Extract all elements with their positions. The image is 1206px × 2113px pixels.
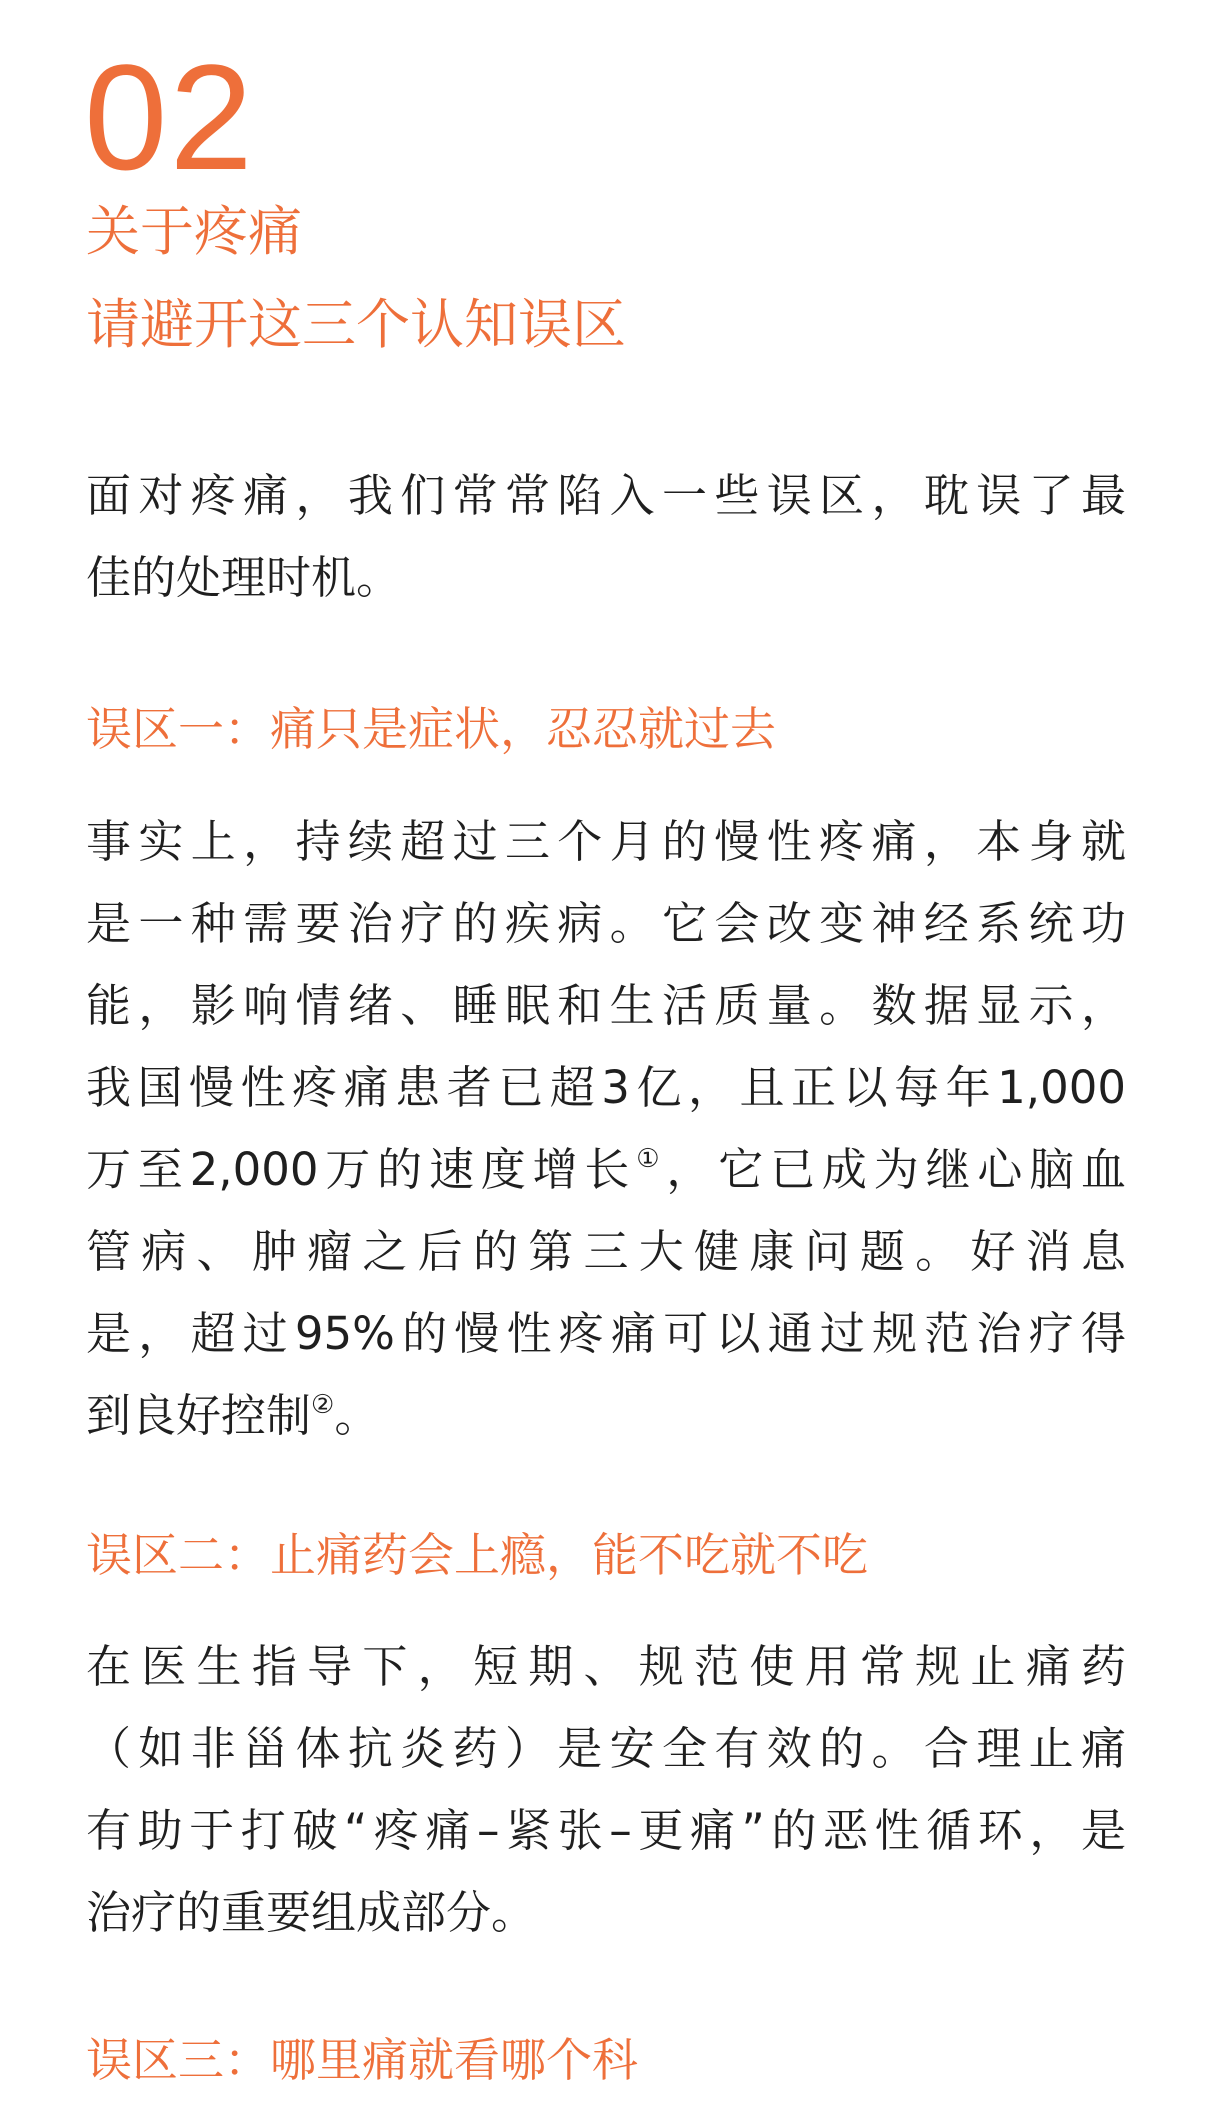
myth-1-heading: 误区一：痛只是症状，忍忍就过去 (86, 702, 776, 756)
myth-3-heading: 误区三：哪里痛就看哪个科 (86, 2033, 638, 2087)
myth-2-line: 有助于打破“疼痛–紧张–更痛”的恶性循环，是 (86, 1804, 1126, 1857)
intro-paragraph (86, 455, 1126, 619)
myth-1-line: 是一种需要治疗的疾病。它会改变神经系统功 (86, 897, 1126, 950)
myth-2-line: 治疗的重要组成部分。 (86, 1886, 537, 1939)
myth-1-line-with-footnote (86, 1129, 1126, 1211)
myth-2-line: （如非甾体抗炎药）是安全有效的。合理止痛 (86, 1722, 1126, 1775)
myth-1-line: 事实上，持续超过三个月的慢性疼痛，本身就 (86, 815, 1126, 868)
myth-1-line: 我国慢性疼痛患者已超3亿，且正以每年1,000 (86, 1061, 1126, 1114)
myth-2-line: 在医生指导下，短期、规范使用常规止痛药 (86, 1640, 1126, 1693)
myth-1-line-part: 到良好控制 (86, 1389, 312, 1442)
myth-1-line: 是，超过95%的慢性疼痛可以通过规范治疗得 (86, 1307, 1126, 1360)
section-title-line-1: 关于疼痛 (86, 200, 302, 263)
footnote-1-marker: ① (636, 1144, 667, 1174)
myth-1-paragraph (86, 801, 1126, 1457)
myth-1-line: 管病、肿瘤之后的第三大健康问题。好消息 (86, 1225, 1126, 1278)
myth-1-line-part: 万至2,000万的速度增长 (86, 1143, 637, 1196)
myth-1-line-part: 。 (334, 1389, 380, 1442)
intro-line: 佳的处理时机。 (86, 551, 402, 604)
section-number: 02 (84, 33, 255, 201)
intro-line: 面对疼痛，我们常常陷入一些误区，耽误了最 (86, 469, 1126, 522)
myth-2-paragraph (86, 1626, 1126, 1954)
myth-1-line-with-footnote (86, 1375, 1126, 1457)
footnote-2-marker: ② (311, 1390, 335, 1420)
myth-2-heading: 误区二：止痛药会上瘾，能不吃就不吃 (86, 1528, 868, 1582)
section-title-line-2: 请避开这三个认知误区 (86, 293, 626, 356)
myth-1-line: 能，影响情绪、睡眠和生活质量。数据显示， (86, 979, 1126, 1032)
myth-1-line-part: ，它已成为继心脑血 (666, 1143, 1126, 1196)
